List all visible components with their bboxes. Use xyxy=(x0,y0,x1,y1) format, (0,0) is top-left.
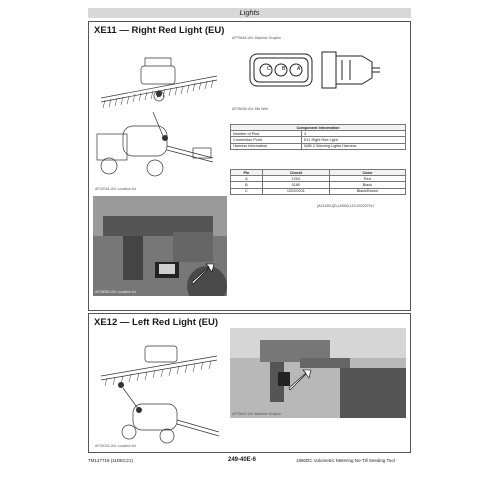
info-value: W80.2 Warning Lights Harness xyxy=(301,143,405,149)
machine-photo-art xyxy=(93,196,227,296)
circuit-cell: 0180 xyxy=(262,182,329,188)
location-photo-left xyxy=(230,328,406,418)
footer-doc-id: TM147718 (11DEC21) xyxy=(88,458,133,463)
connector-caption: AP76648-UN: Machine Graphic xyxy=(232,36,282,40)
seeding-tool-line-art-left xyxy=(93,328,227,450)
component-info-table xyxy=(230,124,406,150)
circuit-cell: 1202/0201 xyxy=(262,188,329,194)
pin-cell: C xyxy=(231,188,263,194)
section-xe11-title: XE11 — Right Red Light (EU) xyxy=(94,25,225,36)
color-cell: Black xyxy=(329,182,405,188)
machine-location-drawing xyxy=(93,36,227,194)
location-caption-left: AP22033-UN: Location A4 xyxy=(95,444,136,448)
header-bar xyxy=(88,8,411,18)
info-value: E11 Right Red Light xyxy=(301,137,405,143)
pin-label-b: B xyxy=(282,66,286,72)
color-col-header: Color xyxy=(329,170,405,176)
color-cell: Black/Brown xyxy=(329,188,405,194)
pin-cell: A xyxy=(231,176,263,182)
connector-pins-drawing xyxy=(230,40,406,116)
pin-label-c: C xyxy=(267,66,271,72)
circuit-cell: 1202 xyxy=(262,176,329,182)
location-caption: AP22034-UN: Location A4 xyxy=(95,187,136,191)
info-label: Harness Information xyxy=(231,143,302,149)
reference-id: (A21539,QD,U0000-119-20220701) xyxy=(317,204,374,208)
pin-cell: B xyxy=(231,182,263,188)
section-xe11 xyxy=(88,21,411,311)
photo-caption-left: AP76649-UN: Machine Graphic xyxy=(232,412,282,416)
section-xe12 xyxy=(88,313,411,453)
section-xe12-title: XE12 — Left Red Light (EU) xyxy=(94,317,219,328)
footer-product-title: 1890DC Volumetric Metering No-Till Seeding Tool xyxy=(296,458,395,463)
page-header-title: Lights xyxy=(239,8,260,17)
pin-circuit-table xyxy=(230,169,406,195)
machine-location-drawing-left xyxy=(93,328,227,450)
info-label: Number of Pins xyxy=(231,131,302,137)
info-label: Connection Point xyxy=(231,137,302,143)
location-photo xyxy=(93,196,227,296)
seeding-tool-line-art xyxy=(93,36,227,194)
info-value: 3 xyxy=(301,131,405,137)
color-cell: Red xyxy=(329,176,405,182)
machine-photo-art-left xyxy=(230,328,406,418)
footer-page-number: 249-40E-6 xyxy=(228,457,257,463)
circuit-col-header: Circuit xyxy=(262,170,329,176)
pin-label-a: A xyxy=(297,66,301,72)
pin-col-header: Pin xyxy=(231,170,263,176)
harness-caption: AP25098-UN: Mid Wire xyxy=(232,107,269,111)
table-row xyxy=(231,188,406,194)
connector-graphic xyxy=(230,36,406,116)
component-info-header: Component Information xyxy=(231,125,406,131)
photo-caption: AP33055-UN: Location A4 xyxy=(95,290,136,294)
